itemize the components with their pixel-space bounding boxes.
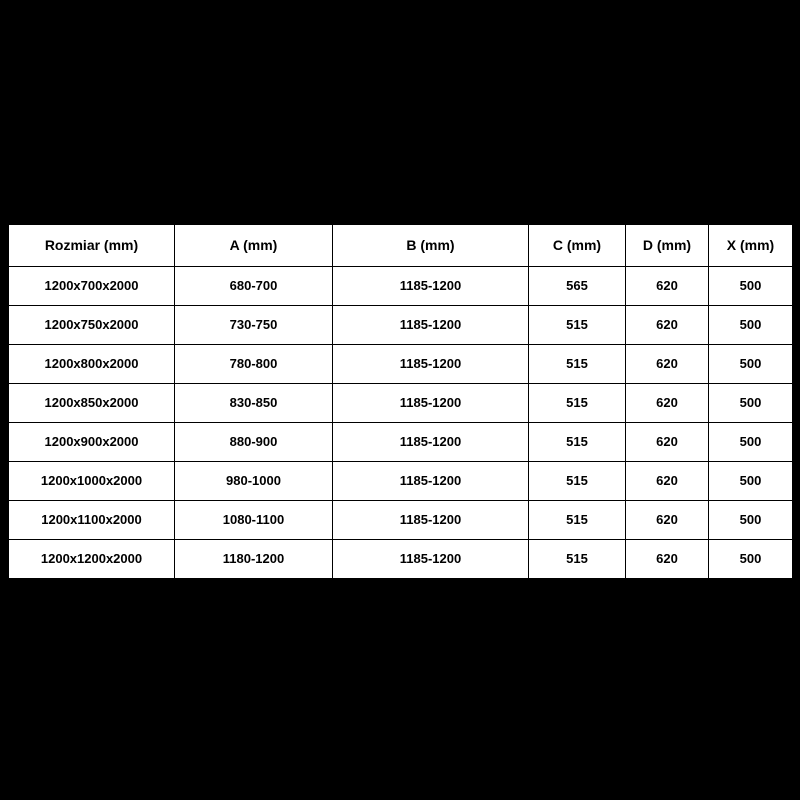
cell-rozmiar: 1200x900x2000: [9, 423, 175, 462]
cell-c: 515: [529, 501, 626, 540]
cell-d: 620: [626, 384, 709, 423]
table-row: [9, 345, 793, 384]
cell-d: 620: [626, 345, 709, 384]
cell-x: 500: [709, 423, 793, 462]
cell-x: 500: [709, 345, 793, 384]
cell-a: 730-750: [175, 306, 333, 345]
table-row: [9, 462, 793, 501]
cell-rozmiar: 1200x750x2000: [9, 306, 175, 345]
cell-d: 620: [626, 423, 709, 462]
cell-a: 980-1000: [175, 462, 333, 501]
cell-d: 620: [626, 306, 709, 345]
table-row: [9, 540, 793, 579]
cell-a: 880-900: [175, 423, 333, 462]
table-row: [9, 501, 793, 540]
cell-d: 620: [626, 540, 709, 579]
cell-x: 500: [709, 540, 793, 579]
cell-a: 780-800: [175, 345, 333, 384]
table-row: [9, 423, 793, 462]
cell-c: 515: [529, 384, 626, 423]
cell-rozmiar: 1200x1100x2000: [9, 501, 175, 540]
cell-a: 680-700: [175, 267, 333, 306]
cell-d: 620: [626, 501, 709, 540]
cell-b: 1185-1200: [333, 540, 529, 579]
cell-c: 515: [529, 306, 626, 345]
cell-d: 620: [626, 267, 709, 306]
cell-c: 515: [529, 540, 626, 579]
table-header: [9, 225, 793, 267]
table-row: [9, 306, 793, 345]
cell-rozmiar: 1200x800x2000: [9, 345, 175, 384]
table-body: [9, 267, 793, 579]
cell-c: 515: [529, 462, 626, 501]
table-row: [9, 267, 793, 306]
size-table: [8, 224, 793, 579]
column-header-rozmiar: Rozmiar (mm): [9, 225, 175, 267]
table-header-row: [9, 225, 793, 267]
cell-b: 1185-1200: [333, 423, 529, 462]
column-header-a: A (mm): [175, 225, 333, 267]
cell-x: 500: [709, 306, 793, 345]
cell-b: 1185-1200: [333, 501, 529, 540]
column-header-c: C (mm): [529, 225, 626, 267]
size-table-container: [8, 224, 792, 579]
cell-c: 515: [529, 345, 626, 384]
cell-x: 500: [709, 462, 793, 501]
cell-a: 830-850: [175, 384, 333, 423]
column-header-x: X (mm): [709, 225, 793, 267]
cell-b: 1185-1200: [333, 267, 529, 306]
cell-a: 1080-1100: [175, 501, 333, 540]
cell-b: 1185-1200: [333, 306, 529, 345]
cell-b: 1185-1200: [333, 384, 529, 423]
column-header-d: D (mm): [626, 225, 709, 267]
cell-b: 1185-1200: [333, 345, 529, 384]
cell-x: 500: [709, 267, 793, 306]
table-row: [9, 384, 793, 423]
cell-a: 1180-1200: [175, 540, 333, 579]
cell-c: 565: [529, 267, 626, 306]
cell-x: 500: [709, 501, 793, 540]
cell-b: 1185-1200: [333, 462, 529, 501]
cell-rozmiar: 1200x850x2000: [9, 384, 175, 423]
cell-rozmiar: 1200x700x2000: [9, 267, 175, 306]
cell-x: 500: [709, 384, 793, 423]
cell-rozmiar: 1200x1000x2000: [9, 462, 175, 501]
column-header-b: B (mm): [333, 225, 529, 267]
cell-rozmiar: 1200x1200x2000: [9, 540, 175, 579]
cell-d: 620: [626, 462, 709, 501]
cell-c: 515: [529, 423, 626, 462]
